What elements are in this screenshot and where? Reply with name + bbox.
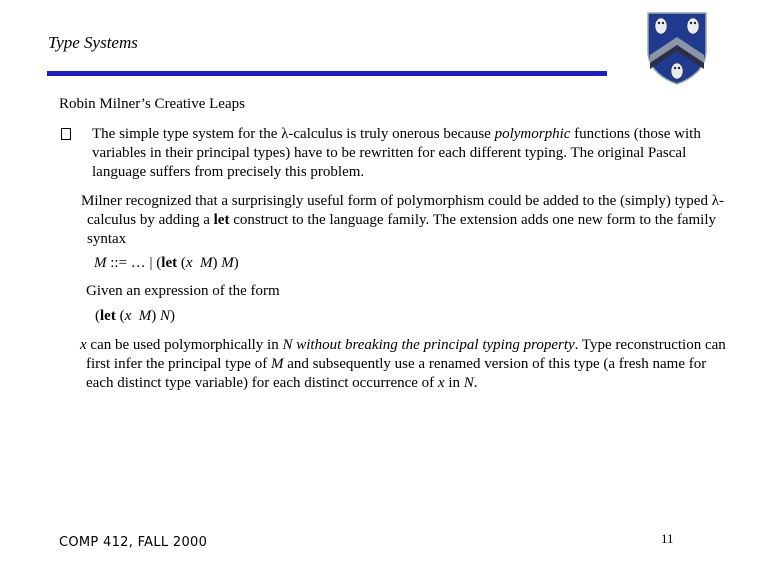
bullet-icon — [61, 128, 71, 140]
p4-x2: x — [437, 375, 445, 391]
f1-m3: M — [221, 255, 234, 271]
p4-text-e: . — [473, 375, 478, 391]
f1-keyword: let — [161, 255, 178, 271]
page-number: 11 — [661, 531, 674, 546]
f1-close: ) — [212, 255, 222, 271]
let-expression-formula — [95, 308, 175, 325]
syntax-formula — [94, 255, 239, 272]
footer-course: COMP 412, FALL 2000 — [59, 535, 208, 550]
f2-keyword: let — [100, 308, 116, 324]
paragraph-milner-let — [81, 192, 737, 249]
f1-def: ::= … | ( — [106, 255, 162, 271]
p2-text-a: Milner recognized that a surprisingly useful form of polymorphism could be added to the (simply) typed λ-calculus by adding a — [81, 193, 724, 228]
p2-text-b: construct to the language family. The extension adds one new form to the family syntax — [87, 212, 717, 247]
p1-text-a: The simple type system for the λ-calculus is truly onerous because — [92, 126, 495, 142]
p4-n: N — [282, 337, 293, 353]
paragraph-given-expression: Given an expression of the form — [86, 283, 280, 299]
f1-x: x — [185, 255, 193, 271]
f1-m: M — [94, 255, 107, 271]
p2-keyword: let — [213, 212, 230, 228]
paragraph-type-reconstruction — [80, 336, 736, 393]
f2-x: x — [124, 308, 132, 324]
f2-end: ) — [170, 308, 176, 324]
p4-m: M — [270, 356, 284, 372]
p4-emphasis: without breaking the principal typing property — [292, 337, 575, 353]
p4-text-a: can be used polymorphically in — [86, 337, 283, 353]
header-title: Type Systems — [48, 33, 138, 52]
f1-open: ( — [177, 255, 186, 271]
f1-m2: M — [200, 255, 213, 271]
p1-text-b: functions (those with variables in their principal types) have to be rewritten for each different typing. The original Pascal language suffers from precisely this problem. — [92, 126, 701, 180]
header-rule — [47, 71, 607, 76]
rice-crest-logo — [646, 11, 708, 85]
f2-close: ) — [151, 308, 160, 324]
p4-n2: N — [463, 375, 474, 391]
f2-m: M — [138, 308, 152, 324]
f2-open2: ( — [115, 308, 125, 324]
p4-text-c: and subsequently use a renamed version of this type (a fresh name for each distinct type variable) for each distinct occurrence of — [86, 356, 707, 391]
slide-heading: Robin Milner’s Creative Leaps — [59, 96, 245, 112]
p4-text-d: in — [444, 375, 464, 391]
f2-n: N — [160, 308, 171, 324]
p1-emphasis: polymorphic — [494, 126, 571, 142]
f1-end: ) — [233, 255, 239, 271]
p4-x: x — [80, 337, 87, 353]
p4-text-b: . Type reconstruction can first infer the principal type of — [86, 337, 726, 372]
f2-open: ( — [95, 308, 100, 324]
